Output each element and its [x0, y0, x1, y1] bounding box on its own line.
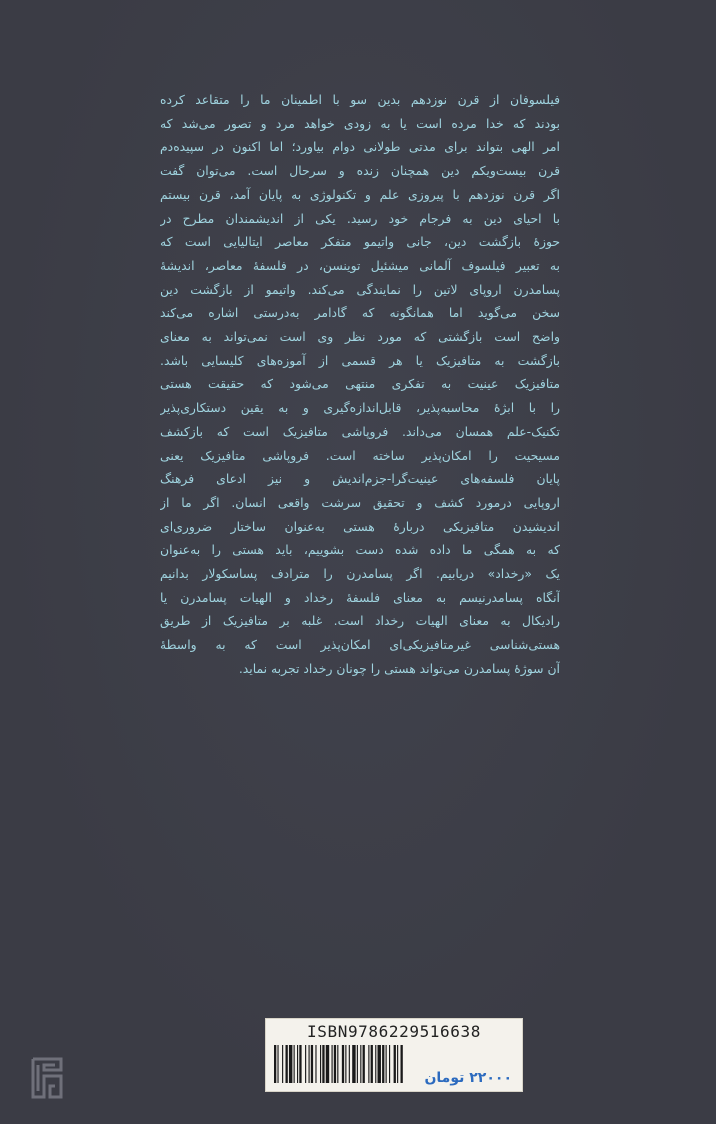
blurb-line: آنگاه پسامدرنیسم به معنای فلسفهٔ رخداد و الهیات پسامدرن یا — [160, 589, 560, 605]
barcode-bar — [401, 1045, 403, 1083]
blurb-line: بازگشت به متافیزیک یا هر قسمی از آموزه‌های کلیسایی باشد. — [160, 352, 560, 368]
barcode-bar — [371, 1045, 373, 1083]
blurb-line: حوزهٔ بازگشت دین، جانی واتیمو متفکر معاصر ایتالیایی است که — [160, 234, 560, 250]
publisher-logo-icon — [30, 1056, 64, 1100]
blurb-line: را با ابژهٔ محاسبه‌پذیر، قابل‌اندازه‌گیری و به یقین دستکاری‌پذیر — [160, 400, 560, 416]
barcode-bar — [394, 1045, 396, 1083]
blurb-line: تکنیک-علم همسان می‌داند. فروپاشی متافیزیک است که بازکشف — [160, 423, 560, 439]
barcode-bar — [326, 1045, 329, 1083]
barcode-bar — [305, 1045, 306, 1083]
barcode-bar — [294, 1045, 295, 1083]
isbn-number: ISBN9786229516638 — [307, 1022, 481, 1041]
barcode-bar — [368, 1045, 369, 1083]
barcode-bar — [345, 1045, 346, 1083]
blurb-line: رادیکال به معنای الهیات رخداد است. غلبه بر متافیزیک از طریق — [160, 613, 560, 629]
blurb-line: سخن می‌گوید اما همانگونه که گادامر به‌درستی اشاره می‌کند — [160, 305, 560, 321]
barcode-bar — [315, 1045, 316, 1083]
barcode-bar — [286, 1045, 288, 1083]
barcode-bar — [322, 1045, 324, 1083]
barcode-bar — [378, 1045, 381, 1083]
blurb-line: اندیشیدن متافیزیکی دربارهٔ هستی به‌عنوان ساختار ضروری‌ای — [160, 518, 560, 534]
barcode-bar — [274, 1045, 276, 1083]
barcode-bar — [297, 1045, 298, 1083]
barcode-bar — [360, 1045, 361, 1083]
barcode-bar — [342, 1045, 344, 1083]
blurb-line: فیلسوفان از قرن نوزدهم بدین سو با اطمینان ما را متقاعد کرده — [160, 92, 560, 107]
blurb-line: آن سوژهٔ پسامدرن می‌تواند هستی را چونان رخداد تجربه نماید. — [238, 660, 560, 676]
barcode-bar — [282, 1045, 283, 1083]
blurb-line: پایان فلسفه‌های عینیت‌گرا-جزم‌اندیش و نیز ادعای فرهنگ — [160, 471, 560, 487]
blurb-line: قرن بیست‌ویکم دین همچنان زنده و سرحال است. می‌توان گفت — [160, 163, 560, 179]
price-label: ۲۲۰۰۰ تومان — [420, 1069, 516, 1087]
blurb-line: که به همگی ما داده شده دست بشوییم، باید هستی را به‌عنوان — [160, 542, 560, 558]
barcode-bar — [299, 1045, 301, 1083]
blurb-line: با احیای دین به فرجام خود رسید. یکی از اندیشمندان مطرح در — [160, 210, 560, 226]
blurb-line: به تعبیر فیلسوف آلمانی میشئیل توینسن، در فلسفهٔ معاصر، اندیشهٔ — [160, 257, 560, 273]
barcode-bar — [375, 1045, 376, 1083]
blurb-line: اگر قرن نوزدهم با پیروزی علم و تکنولوژی به پایان آمد، قرن بیستم — [160, 186, 560, 202]
barcode-bar — [357, 1045, 358, 1083]
barcode-bar — [352, 1045, 355, 1083]
barcode-bar — [382, 1045, 384, 1083]
blurb-paragraph — [160, 88, 560, 681]
barcode-bar — [386, 1045, 387, 1083]
barcode-bar — [309, 1045, 310, 1083]
blurb-line: واضح است بازگشتی که مورد نظر وی است نمی‌تواند به معنای — [160, 329, 560, 345]
barcode-bar — [311, 1045, 313, 1083]
barcode-bar — [332, 1045, 333, 1083]
barcode-bar — [277, 1045, 278, 1083]
isbn-barcode-sticker — [265, 1018, 523, 1092]
blurb-line: اروپایی درمورد کشف و تحقیق سرشت واقعی انسان. اگر ما از — [160, 494, 560, 510]
blurb-line: مسیحیت را امکان‌پذیر ساخته است. فروپاشی متافیزیک یعنی — [160, 447, 560, 463]
barcode-bar — [389, 1045, 390, 1083]
blurb-line: امر الهی بتواند برای مدتی طولانی دوام بیاورد؛ اما اکنون در سپیده‌دم — [160, 139, 560, 155]
barcode-bar — [397, 1045, 398, 1083]
blurb-line: متافیزیک عینیت به تفکری منتهی می‌شود که حقیقت هستی — [160, 376, 560, 392]
barcode-bar — [334, 1045, 336, 1083]
barcode-bar — [337, 1045, 338, 1083]
blurb-line: هستی‌شناسی غیرمتافیزیکی‌ای امکان‌پذیر است که به واسطهٔ — [160, 637, 560, 653]
barcode-bar — [363, 1045, 365, 1083]
barcode-bar — [320, 1045, 321, 1083]
barcode-bar — [349, 1045, 350, 1083]
blurb-line: پسامدرن اروپای لاتین را نمایندگی می‌کند. واتیمو از بازگشت دین — [160, 281, 560, 297]
barcode-bar — [289, 1045, 292, 1083]
blurb-line: بودند که خدا مرده است یا به زودی خواهد مرد و تصور می‌شد که — [160, 115, 560, 131]
blurb-line: یک «رخداد» دریابیم. اگر پسامدرن را مترادف پساسکولار بدانیم — [160, 566, 560, 582]
